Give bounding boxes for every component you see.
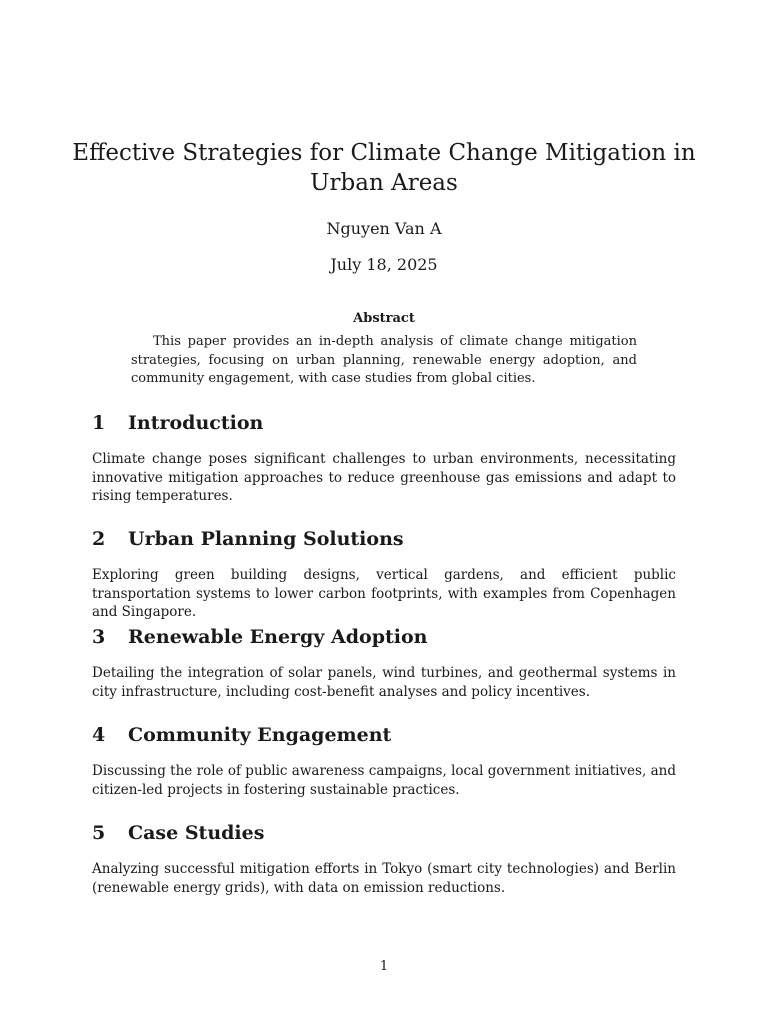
- abstract-heading: Abstract: [353, 311, 415, 326]
- section-urban-planning: [92, 526, 676, 622]
- section-case-studies: [92, 820, 676, 897]
- section-title: Case Studies: [128, 822, 265, 844]
- section-introduction: [92, 410, 676, 506]
- section-number: 3: [92, 626, 106, 648]
- section-number: 2: [92, 528, 106, 550]
- page-number: 1: [379, 959, 389, 974]
- section-heading: [92, 410, 676, 436]
- section-heading: [92, 526, 676, 552]
- section-heading: [92, 820, 676, 846]
- abstract-text: This paper provides an in-depth analysis of climate change mitigation strategies, focusing on urban planning, renewable energy adoption, and community engagement, with case studies from global cities.: [131, 334, 637, 386]
- section-title: Urban Planning Solutions: [128, 528, 404, 550]
- section-renewable-energy: [92, 624, 676, 701]
- section-body: Detailing the integration of solar panels, wind turbines, and geothermal systems in city infrastructure, including cost-benefit analyses and policy incentives.: [92, 665, 676, 700]
- section-body: Climate change poses significant challenges to urban environments, necessitating innovative mitigation approaches to reduce greenhouse gas emissions and adapt to rising temperatures.: [92, 451, 676, 504]
- section-body: Discussing the role of public awareness campaigns, local government initiatives, and citizen-led projects in fostering sustainable practices.: [92, 763, 676, 798]
- paper-author: Nguyen Van A: [326, 219, 442, 238]
- paper-date: July 18, 2025: [330, 255, 438, 274]
- section-body: Exploring green building designs, vertical gardens, and efficient public transportation systems to lower carbon footprints, with examples from Copenhagen and Singapore.: [92, 567, 676, 620]
- section-title: Renewable Energy Adoption: [128, 626, 428, 648]
- section-community-engagement: [92, 722, 676, 799]
- section-title: Introduction: [128, 412, 264, 434]
- section-heading: [92, 722, 676, 748]
- section-title: Community Engagement: [128, 724, 392, 746]
- section-number: 5: [92, 822, 106, 844]
- section-body: Analyzing successful mitigation efforts in Tokyo (smart city technologies) and Berlin (renewable energy grids), with data on emission reductions.: [92, 861, 676, 896]
- section-heading: [92, 624, 676, 650]
- section-number: 1: [92, 412, 106, 434]
- paper-title: Effective Strategies for Climate Change Mitigation in Urban Areas: [72, 140, 696, 196]
- section-number: 4: [92, 724, 106, 746]
